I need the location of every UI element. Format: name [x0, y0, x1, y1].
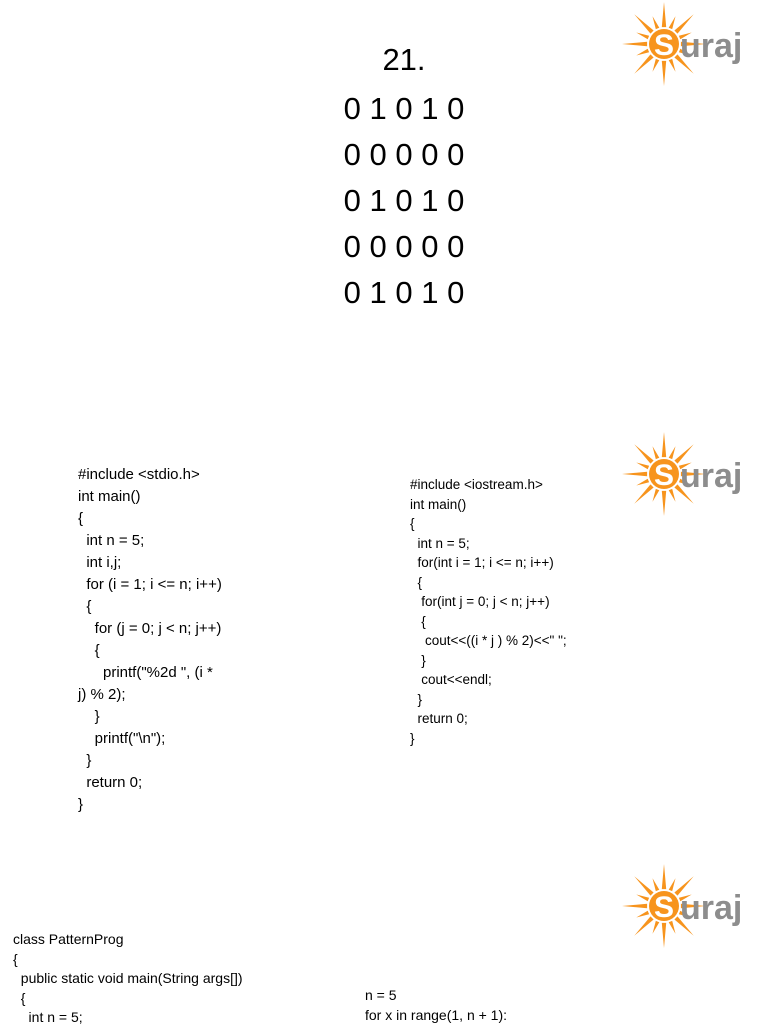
sun-ray — [634, 916, 653, 935]
logo-text: uraj — [680, 27, 743, 65]
number-pattern — [0, 86, 768, 316]
sun-ray — [662, 432, 666, 457]
sun-ray — [634, 876, 653, 895]
java-code-snippet: class PatternProg { public static void main(String args[]) { int n = 5; — [13, 931, 243, 1025]
sun-ray — [636, 479, 649, 486]
sun-ray — [662, 491, 666, 516]
sun-ray — [669, 16, 676, 29]
c-code-snippet: #include <stdio.h> int main() { int n = 5; int i,j; for (i = 1; i <= n; i++) { for (j = 0; j < n; j++) { printf("%2d ", (i * j) % 2); } printf("\n"); } return 0; } — [78, 466, 222, 813]
sun-ray — [653, 446, 660, 459]
sun-ray — [662, 61, 666, 86]
pattern-row: 0 1 0 1 0 — [343, 183, 465, 218]
sun-ray — [634, 484, 653, 503]
suraj-logo — [622, 0, 754, 90]
pattern-row: 0 1 0 1 0 — [343, 275, 465, 310]
logo-initial: S — [653, 891, 675, 924]
logo-initial: S — [653, 459, 675, 492]
sun-ray — [634, 14, 653, 33]
sun-ray — [669, 878, 676, 891]
sun-ray — [636, 49, 649, 56]
sun-ray — [636, 911, 649, 918]
suraj-logo — [622, 862, 754, 952]
logo-text: uraj — [680, 457, 743, 495]
sun-ray — [636, 33, 649, 40]
sun-ray — [636, 895, 649, 902]
sun-ray — [662, 923, 666, 948]
pattern-row: 0 0 0 0 0 — [343, 137, 465, 172]
python-code-snippet: n = 5 for x in range(1, n + 1): — [365, 987, 508, 1023]
logo-text: uraj — [680, 889, 743, 927]
sun-ray — [636, 463, 649, 470]
sun-ray — [634, 54, 653, 73]
sun-ray — [634, 444, 653, 463]
sun-ray — [622, 904, 647, 908]
sun-ray — [622, 472, 647, 476]
pattern-row: 0 1 0 1 0 — [343, 91, 465, 126]
slide-title: 21. — [382, 42, 426, 77]
sun-ray — [662, 864, 666, 889]
suraj-logo — [622, 430, 754, 520]
sun-ray — [653, 16, 660, 29]
logo-initial: S — [653, 29, 675, 62]
pattern-row: 0 0 0 0 0 — [343, 229, 465, 264]
sun-ray — [669, 446, 676, 459]
sun-ray — [622, 42, 647, 46]
sun-ray — [653, 878, 660, 891]
cpp-code-snippet: #include <iostream.h> int main() { int n = 5; for(int i = 1; i <= n; i++) { for(int j = 0; j < n; j++) { cout<<((i * j ) % 2)<<" "; } cout<<endl; } return 0; } — [410, 477, 567, 746]
sun-ray — [662, 2, 666, 27]
